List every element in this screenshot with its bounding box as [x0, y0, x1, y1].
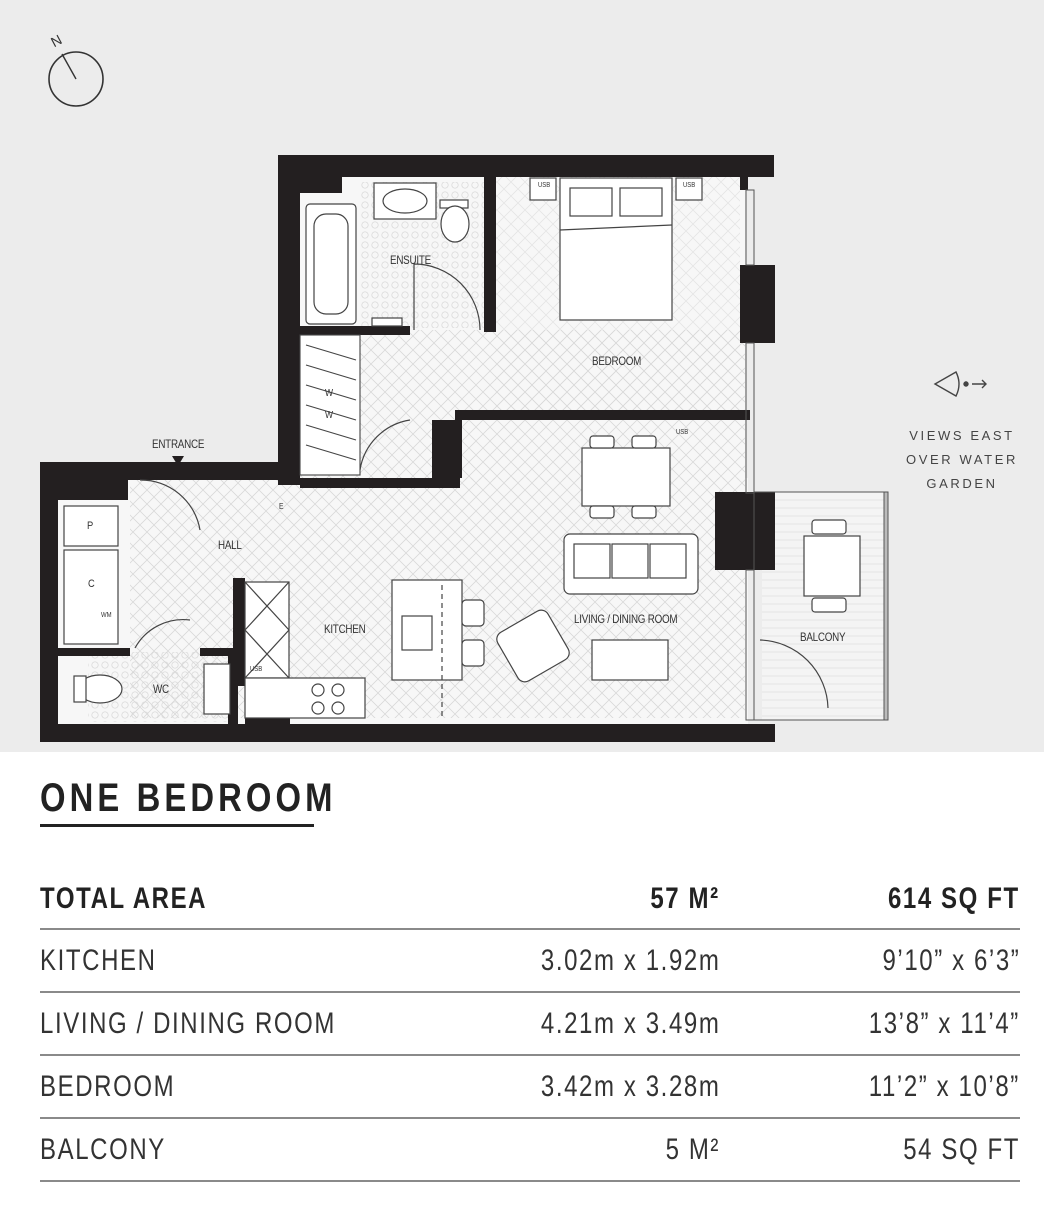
room-label-wc: WC	[153, 682, 169, 696]
area-row-metric: 57 M²	[650, 882, 720, 915]
fixture-label-c: C	[88, 578, 95, 590]
area-row-imperial: 9’10” x 6’3”	[882, 944, 1020, 977]
fixture-label-p: P	[87, 520, 94, 532]
views-note	[896, 424, 1028, 496]
fixture-label-e: E	[279, 502, 284, 511]
area-row-metric: 3.42m x 3.28m	[540, 1070, 720, 1103]
eye-view-icon	[935, 372, 986, 396]
area-row-bedroom	[40, 1056, 1020, 1119]
area-row-total	[40, 868, 1020, 930]
views-note-line-2: OVER WATER	[906, 452, 1018, 467]
views-note-line-1: VIEWS EAST	[909, 428, 1015, 443]
room-label-ensuite: ENSUITE	[390, 253, 431, 267]
room-label-entrance: ENTRANCE	[152, 437, 205, 451]
fixture-label-w2: W	[325, 410, 334, 421]
area-row-imperial: 54 SQ FT	[903, 1133, 1020, 1166]
area-row-name: TOTAL AREA	[40, 882, 208, 915]
area-row-name: LIVING / DINING ROOM	[40, 1007, 337, 1040]
wardrobe	[300, 335, 360, 475]
room-label-hall: HALL	[218, 538, 242, 552]
area-row-name: BALCONY	[40, 1133, 166, 1166]
area-table	[40, 868, 1020, 1182]
area-row-name: BEDROOM	[40, 1070, 176, 1103]
room-label-bedroom: BEDROOM	[592, 354, 642, 368]
area-row-metric: 4.21m x 3.49m	[540, 1007, 720, 1040]
fixture-label-w1: W	[325, 388, 334, 399]
area-row-metric: 3.02m x 1.92m	[540, 944, 720, 977]
title-underline	[40, 824, 314, 827]
area-row-imperial: 13’8” x 11’4”	[868, 1007, 1020, 1040]
area-row-kitchen	[40, 930, 1020, 993]
fixture-label-usb-2: USB	[683, 182, 696, 189]
fixture-label-usb-3: USB	[676, 429, 689, 436]
room-label-balcony: BALCONY	[800, 630, 846, 644]
area-row-living-dining	[40, 993, 1020, 1056]
area-row-imperial: 614 SQ FT	[888, 882, 1020, 915]
room-label-kitchen: KITCHEN	[324, 622, 366, 636]
fixture-label-wm: WM	[101, 612, 112, 619]
area-row-imperial: 11’2” x 10’8”	[868, 1070, 1020, 1103]
views-note-line-3: GARDEN	[926, 476, 998, 491]
fixture-label-usb-1: USB	[538, 182, 551, 189]
area-row-name: KITCHEN	[40, 944, 157, 977]
compass-icon	[49, 52, 103, 106]
room-label-living-dining: LIVING / DINING ROOM	[574, 612, 678, 626]
compass-north-label: N	[48, 31, 65, 51]
fixture-label-usb-4: USB	[250, 666, 263, 673]
unit-title: ONE BEDROOM	[40, 776, 337, 820]
area-row-balcony	[40, 1119, 1020, 1182]
area-row-metric: 5 M²	[665, 1133, 720, 1166]
